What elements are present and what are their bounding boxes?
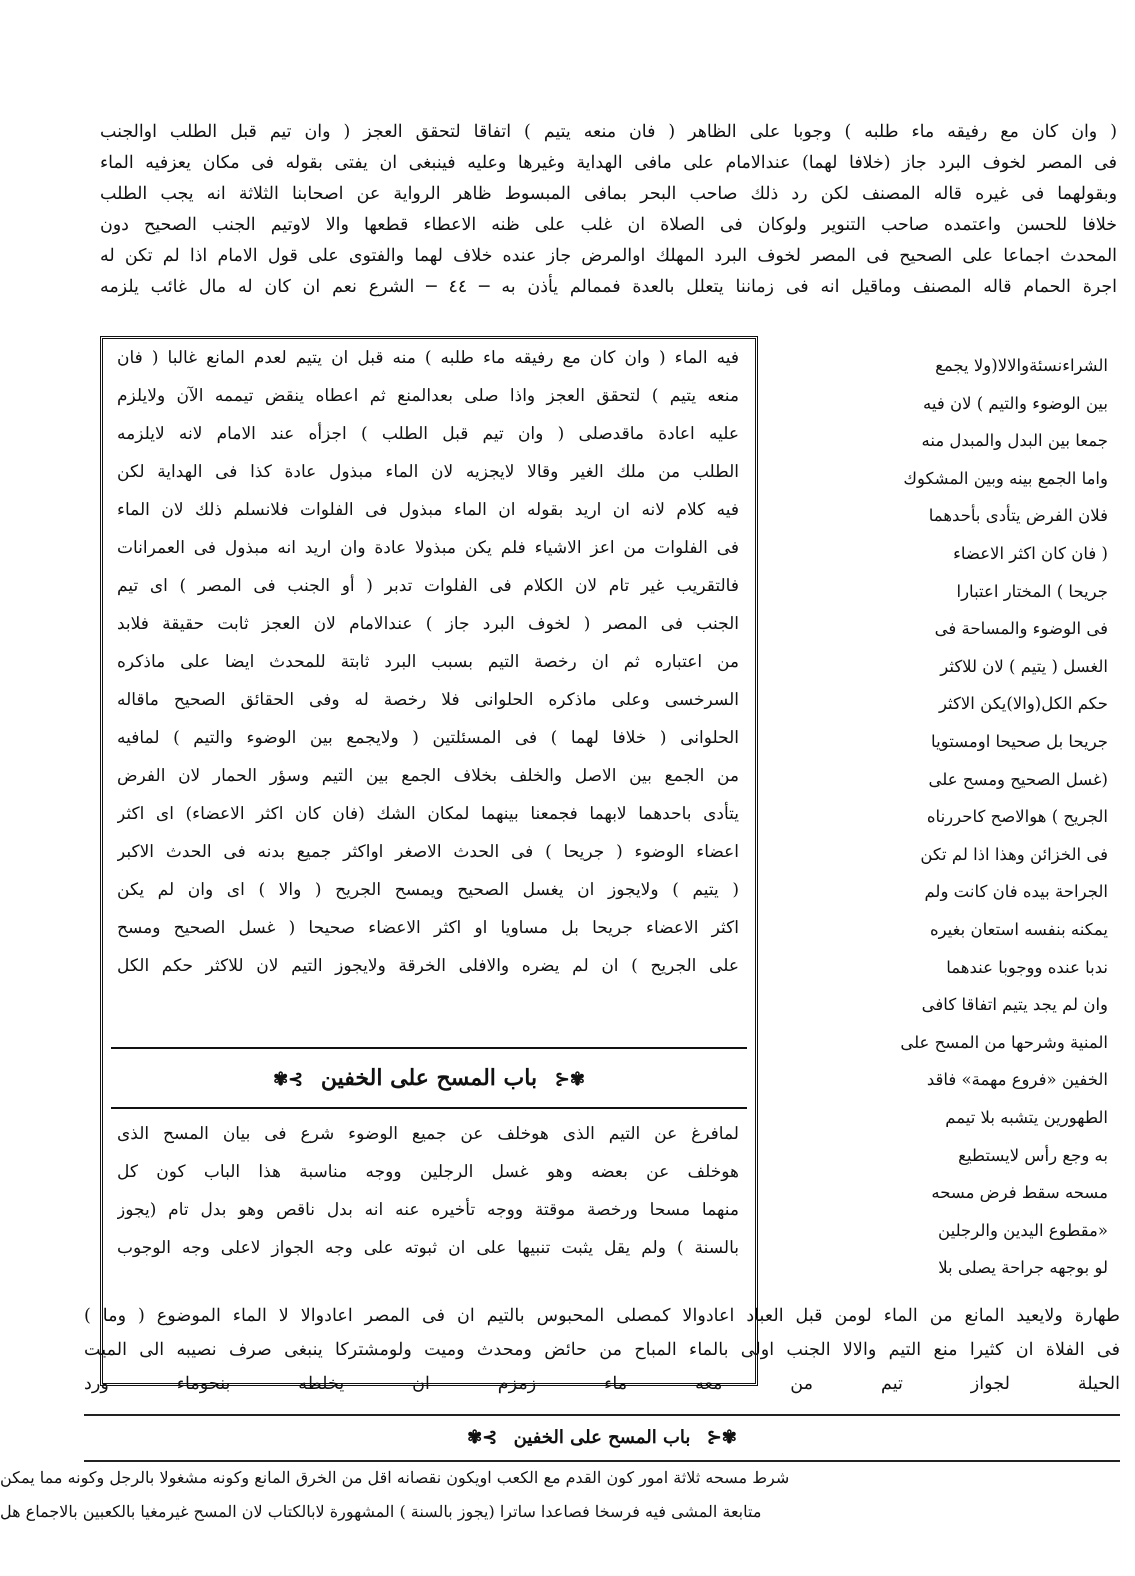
- main-text-line: فى الفلوات من اعز الاشياء فلم يكن مبذولا عادة وان اريد انه مبذول فى العمرانات: [117, 538, 739, 558]
- top-text-line: خلافا للحسن واعتمده صاحب التنوير ولوكان فى الصلاة ان غلب على ظنه الاعطاء قطعها والا لاوتيم الجنب الصحيح دون: [100, 215, 1117, 235]
- side-text-line: «مقطوع اليدين والرجلين: [938, 1220, 1108, 1240]
- bottom-text-line: فى الفلاة ان كثيرا منع التيم والالا الجنب اولى بالماء المباح من حائض ومحدث وميت ولومشتركا ينبغى صرف نصيبه الى الميت: [84, 1340, 1120, 1360]
- side-text-line: (غسل الصحيح ومسح على: [928, 769, 1108, 789]
- top-text-line: ( وان كان مع رفيقه ماء طلبه ) وجوبا على الظاهر ( فان منعه يتيم ) اتفاقا لتحقق العجز ( وان تيم قبل الطلب اوالجنب: [100, 122, 1117, 142]
- top-text-line: المحدث اجماعا على الصحيح فى المصر لخوف البرد المهلك اوالمرض جاز عنده خلاف لهما والفتوى على قول الامام اذا لم تكن له: [100, 246, 1117, 266]
- main-text-line: بالسنة ) ولم يقل يثبت تنبيها على ان ثبوته على وجه الجواز لاعلى وجه الوجوب: [117, 1238, 739, 1258]
- main-text-line: اكثر الاعضاء جريحا بل مساويا او اكثر الاعضاء صحيحا ( غسل الصحيح ومسح: [117, 918, 739, 938]
- side-text-line: الشراءنسئةوالالا(ولا يجمع: [935, 356, 1108, 375]
- side-text-line: ندبا عنده ووجوبا عندهما: [946, 957, 1108, 977]
- chapter-title: باب المسح على الخفين: [320, 1065, 538, 1091]
- side-text-line: مسحه سقط فرض مسحه: [931, 1183, 1108, 1203]
- chapter-title-bottom: باب المسح على الخفين: [513, 1427, 691, 1448]
- top-text-line: وبقولهما فى غيره قاله المصنف لكن رد ذلك صاحب البحر بمافى المبسوط ظاهر الرواية عن اصحابنا الثلاثة انه يجب الطلب: [100, 184, 1117, 204]
- main-text-line: لمافرغ عن التيم الذى هوخلف عن جميع الوضوء شرع فى بيان المسح الذى: [117, 1124, 739, 1144]
- side-text-line: بين الوضوء والتيم ) لان فيه: [923, 393, 1108, 413]
- side-text-line: جريحا ) المختار اعتبارا: [956, 581, 1108, 601]
- side-text-line: به وجع رأس لايستطيع: [958, 1145, 1108, 1165]
- main-text-frame: [100, 336, 758, 1386]
- main-text-line: ( يتيم ) ولايجوز ان يغسل الصحيح ويمسح الجريح ( والا ) اى وان لم يكن: [117, 880, 739, 900]
- side-text-line: واما الجمع بينه وبين المشكوك: [903, 468, 1108, 488]
- main-text-line: يتأدى باحدهما لابهما فجمعنا بينهما لمكان الشك (فان كان اكثر الاعضاء) اى اكثر: [117, 804, 739, 824]
- side-text-line: جريحا بل صحيحا اومستويا: [931, 732, 1108, 751]
- main-text-line: الطلب من ملك الغير وقالا لايجزيه لان الماء مبذول عادة كذا فى الهداية لكن: [117, 462, 739, 482]
- main-text-line: فيه كلام لانه ان اريد بقوله ان الماء مبذول فى الفلوات فلانسلم ذلك لان الماء: [117, 500, 739, 520]
- side-text-line: المنية وشرحها من المسح على: [900, 1032, 1108, 1052]
- side-text-line: جمعا بين البدل والمبدل منه: [921, 431, 1108, 451]
- ornament-icon: ✾⊰: [554, 1069, 585, 1090]
- footer-text-line: شرط مسحه ثلاثة امور كون القدم مع الكعب اويكون نقصانه اقل من الخرق المانع وكونه مشغولا بالرجل وكونه مما يمكن: [0, 1468, 790, 1487]
- main-text-line: فيه الماء ( وان كان مع رفيقه ماء طلبه ) منه قبل ان يتيم لعدم المانع غالبا ( فان: [117, 348, 739, 368]
- top-text-line: اجرة الحمام قاله المصنف وماقيل انه فى زماننا يتعلل بالعدة فممالم يأذن به ─ ٤٤ ─ الشرع نعم ان كان له مال غائب يلزمه: [100, 277, 1117, 297]
- side-text-line: فى الوضوء والمساحة فى: [934, 619, 1108, 639]
- main-text-line: هوخلف عن بعضه وهو غسل الرجلين ووجه مناسبة هذا الباب كون كل: [117, 1162, 739, 1182]
- side-text-line: وان لم يجد يتيم اتفاقا كافى: [921, 995, 1108, 1015]
- main-text-line: الجنب فى المصر ( لخوف البرد جاز ) عندالامام لان العجز ثابت حقيقة فلابد: [117, 614, 739, 634]
- ornament-icon: ⊱✾: [273, 1069, 304, 1090]
- main-text-line: من الجمع بين الاصل والخلف بخلاف الجمع بين التيم وسؤر الحمار لان الفرض: [117, 766, 739, 786]
- side-text-line: الطهورين يتشبه بلا تيمم: [945, 1108, 1108, 1127]
- side-text-line: الجريح ) هوالاصح كاحررناه: [926, 807, 1108, 827]
- chapter-heading-bottom: [84, 1414, 1120, 1462]
- ornament-icon: ⊱✾: [467, 1427, 498, 1448]
- main-text-line: من اعتباره ثم ان رخصة التيم بسبب البرد ثابتة للمحدث ايضا على ماذكره: [117, 652, 739, 672]
- main-text-line: منهما مسحا ورخصة موقتة ووجه تأخيره عنه انه بدل ناقص وهو بدل تام (يجوز: [117, 1200, 739, 1220]
- main-text-line: الحلوانى ( خلافا لهما ) فى المسئلتين ( ولايجمع بين الوضوء والتيم ) لمافيه: [117, 728, 739, 748]
- main-text-line: على الجريح ) ان لم يضره والافلى الخرقة ولايجوز التيم لان للاكثر حكم الكل: [117, 956, 739, 976]
- side-text-line: يمكنه بنفسه استعان بغيره: [929, 920, 1108, 939]
- side-text-line: الغسل ( يتيم ) لان للاكثر: [940, 656, 1108, 676]
- top-text-line: فى المصر لخوف البرد جاز (خلافا لهما) عندالامام على مافى الهداية وغيرها وعليه فينبغى ان يفتى بقوله فى مكان يعزفيه الماء: [100, 153, 1117, 173]
- side-text-line: الجراحة بيده فان كانت ولم: [924, 882, 1108, 902]
- side-text-line: الخفين «فروع مهمة» فاقد: [926, 1070, 1108, 1090]
- side-text-line: فلان الفرض يتأدى بأحدهما: [928, 506, 1108, 526]
- ornament-icon: ✾⊰: [706, 1427, 737, 1448]
- side-text-line: لو بوجهه جراحة يصلى بلا: [938, 1258, 1108, 1278]
- main-text-line: فالتقريب غير تام لان الكلام فى الفلوات تدبر ( أو الجنب فى المصر ) اى تيم: [117, 576, 739, 596]
- main-text-line: السرخسى وعلى ماذكره الحلوانى فلا رخصة له وفى الحقائق الصحيح ماقاله: [117, 690, 739, 710]
- side-text-line: ( فان كان اكثر الاعضاء: [953, 544, 1108, 563]
- footer-text-line: متابعة المشى فيه فرسخا فصاعدا ساترا (يجوز بالسنة ) المشهورة لابالكتاب لان المسح غيرمغيا بالكعبين بالاجماع هل: [0, 1502, 762, 1521]
- main-text-line: عليه اعادة ماقدصلى ( وان تيم قبل الطلب ) اجزأه عند الامام لانه لايلزمه: [117, 424, 739, 444]
- main-text-line: منعه يتيم ) لتحقق العجز واذا صلى بعدالمنع ثم اعطاه ينقض تيممه الآن ولايلزم: [117, 386, 739, 406]
- main-text-line: اعضاء الوضوء ( جريحا ) فى الحدث الاصغر اواكثر جميع بدنه فى الحدث الاكبر: [117, 842, 739, 862]
- bottom-text-line: طهارة ولايعيد المانع من الماء لومن قبل العباد اعادوالا كمصلى المحبوس بالتيم ان فى المصر اعادوالا لا الماء الموضوع ( وما ): [84, 1306, 1120, 1326]
- side-text-line: حكم الكل(والا)يكن الاكثر: [938, 694, 1108, 714]
- bottom-text-line: الحيلة لجواز تيم من معه ماء زمزم ان يخلطه بنحوماء ورد: [84, 1374, 1120, 1394]
- chapter-heading-box: [111, 1047, 747, 1109]
- side-text-line: فى الخزائن وهذا اذا لم تكن: [920, 844, 1108, 864]
